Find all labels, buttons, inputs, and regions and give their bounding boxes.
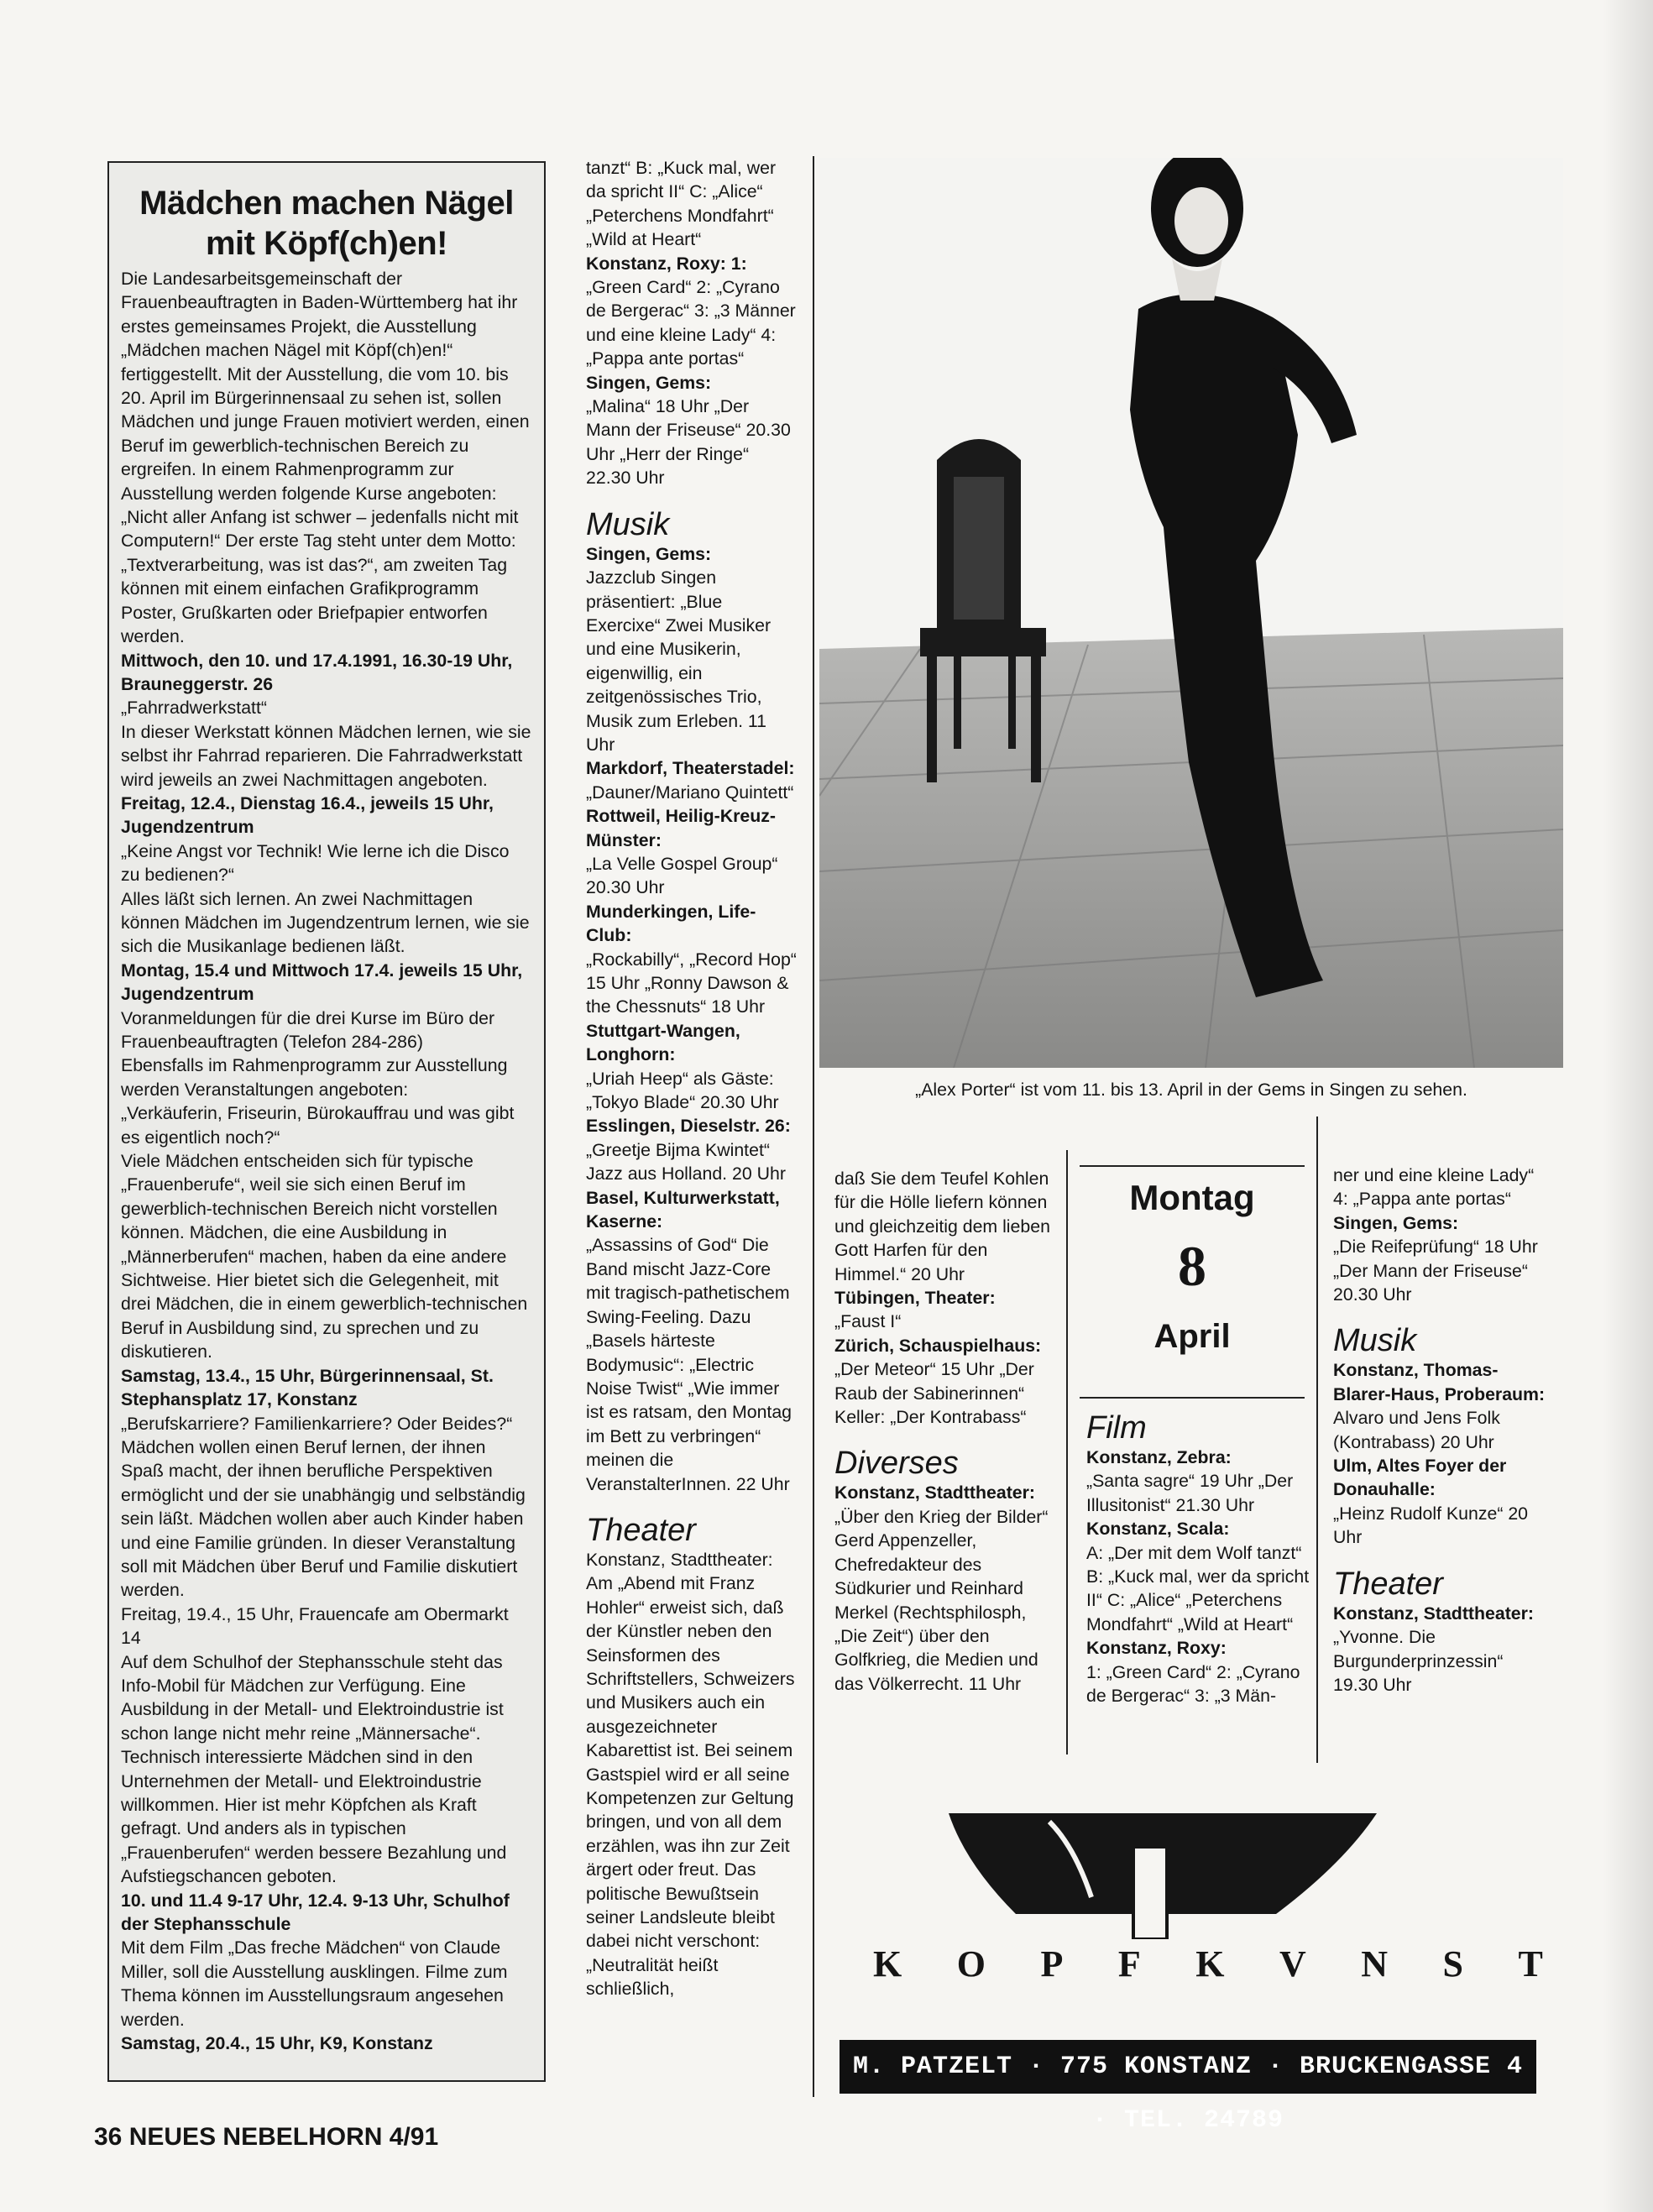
text-paragraph: Alvaro und Jens Folk (Kontrabass) 20 Uhr	[1333, 1408, 1500, 1452]
ad-letter: K	[1195, 1943, 1227, 1985]
text-paragraph: A: „Der mit dem Wolf tanzt“ B: „Kuck mal, wer da spricht II“ C: „Alice“ „Peterchens Mondfahrt“ „Wild at Heart“	[1086, 1542, 1310, 1634]
photo-illustration	[819, 158, 1563, 1068]
text-paragraph: Konstanz, Scala:	[1086, 1519, 1230, 1540]
listing-column-2	[586, 156, 798, 2095]
hat-logo-icon	[840, 1796, 1561, 1939]
text-paragraph: Munderkingen, Life-Club:	[586, 901, 756, 946]
section-heading-musik: Musik	[586, 506, 670, 542]
date-weekday: Montag	[1129, 1178, 1255, 1217]
text-paragraph: Zürich, Schauspielhaus:	[834, 1335, 1042, 1356]
listing-column-5	[1333, 1164, 1550, 1768]
text-paragraph: „Santa sagre“ 19 Uhr „Der Illusitonist“ 21.30 Uhr	[1086, 1471, 1294, 1515]
issue-number: 4/91	[389, 2123, 439, 2151]
page-edge-shadow	[1603, 0, 1653, 2212]
text-paragraph: Alles läßt sich lernen. An zwei Nachmittagen können Mädchen im Jugendzentrum lernen, wie sie sich die Musikanlage bedienen läßt.	[121, 888, 530, 957]
col4-film	[1086, 1446, 1318, 1707]
text-paragraph: Auf dem Schulhof der Stephansschule steht das Info-Mobil für Mädchen zur Verfügung. Eine Ausbildung in der Metall- und Elektroindustrie ist schon lange nicht mehr reine „Männersache“. Technisch interessierte Mädchen sind in den Unternehmen der Metall- und Elektroindustrie willkommen. Hier ist mehr Köpfchen als Kraft gefragt. Und anders als in typischen „Frauenberufen“ werden bessere Bezahlung und Aufstiegschancen geboten.	[121, 1651, 507, 1887]
listing-column-3	[834, 1167, 1054, 1754]
text-paragraph: „Die Reifeprüfung“ 18 Uhr „Der Mann der Friseuse“ 20.30 Uhr	[1333, 1237, 1538, 1305]
text-paragraph: „Berufskarriere? Familienkarriere? Oder Beides?“ Mädchen wollen einen Beruf lernen, der ihnen Spaß macht, der ihnen berufliche Perspektiven ermöglicht und der sie unabhängig und selbständig sein läßt. Mädchen wollen aber auch Kinder haben und eine Familie gründen. In dieser Veranstaltung soll mit Mädchen über Beruf und Familie diskutiert werden.	[121, 1413, 526, 1601]
text-paragraph: „Malina“ 18 Uhr „Der Mann der Friseuse“ 20.30 Uhr „Herr der Ringe“ 22.30 Uhr	[586, 396, 791, 489]
text-paragraph: Esslingen, Dieselstr. 26:	[586, 1116, 791, 1137]
text-paragraph: Jazzclub Singen präsentiert: „Blue Exercixe“ Zwei Musiker und eine Musikerin, eigenwillig, ein zeitgenössisches Trio, Musik zum Erleben. 11 Uhr	[586, 567, 772, 755]
ad-letter: F	[1117, 1943, 1143, 1985]
text-paragraph: Konstanz, Roxy: 1:	[586, 253, 747, 274]
text-paragraph: Ebensfalls im Rahmenprogramm zur Ausstellung werden Veranstaltungen angeboten:	[121, 1055, 508, 1100]
text-paragraph: „Dauner/Mariano Quintett“	[586, 782, 794, 803]
text-paragraph: „Keine Angst vor Technik! Wie lerne ich die Disco zu bedienen?“	[121, 840, 510, 886]
text-paragraph: Samstag, 13.4., 15 Uhr, Bürgerinnensaal, St. Stephansplatz 17, Konstanz	[121, 1365, 494, 1410]
text-paragraph: Die Landesarbeitsgemeinschaft der Frauenbeauftragten in Baden-Württemberg hat ihr erstes gemeinsames Projekt, die Ausstellung „Mädchen machen Nägel mit Köpf(ch)en!“ fertiggestellt. Mit der Ausstellung, die vom 10. bis 20. April im Bürgerinnensaal zu sehen ist, sollen Mädchen und junge Frauen motiviert werden, einen Beruf im gewerblich-technischen Bereich zu ergreifen. In einem Rahmenprogramm zur Ausstellung werden folgende Kurse angeboten:	[121, 269, 530, 504]
text-paragraph: „Greetje Bijma Kwintet“ Jazz aus Holland. 20 Uhr	[586, 1139, 786, 1184]
col2-theater	[586, 1548, 798, 2001]
kopfkunst-ad	[840, 1796, 1561, 2135]
ad-letter: P	[1040, 1943, 1065, 1985]
article-title: Mädchen machen Nägel mit Köpf(ch)en!	[139, 185, 514, 262]
text-paragraph: ner und eine kleine Lady“ 4: „Pappa ante portas“	[1333, 1165, 1535, 1210]
ad-letter: V	[1279, 1943, 1308, 1985]
section-heading-theater: Theater	[1333, 1566, 1443, 1602]
ad-address-bar: M. PATZELT · 775 KONSTANZ · BRUCKENGASSE 4 · TEL. 24789	[840, 2040, 1536, 2094]
column-rule	[1066, 1150, 1068, 1754]
text-paragraph: „Yvonne. Die Burgunderprinzessin“ 19.30 Uhr	[1333, 1627, 1504, 1695]
page-footer	[94, 2122, 438, 2152]
ad-letter: T	[1518, 1943, 1545, 1985]
text-paragraph: Singen, Gems:	[586, 372, 712, 393]
text-paragraph: „Über den Krieg der Bilder“ Gerd Appenzeller, Chefredakteur des Südkurier und Reinhard Merkel (Rechtsphilosph, „Die Zeit“) über den Golfkrieg, die Medien und das Völkerrecht. 11 Uhr	[834, 1506, 1049, 1694]
section-heading-film: Film	[1086, 1410, 1147, 1446]
date-day: 8	[1178, 1234, 1206, 1298]
text-paragraph: „Assassins of God“ Die Band mischt Jazz-Core mit tragisch-pathetischem Swing-Feeling. Dazu „Basels härteste Bodymusic“: „Electric Noise Twist“ „Wie immer ist es ratsam, den Montag im Bett zu verbringen“ meinen die VeranstalterInnen. 22 Uhr	[586, 1235, 792, 1494]
column-rule	[1316, 1116, 1318, 1763]
date-month: April	[1153, 1318, 1231, 1355]
text-paragraph: Tübingen, Theater:	[834, 1288, 996, 1309]
col2-musik	[586, 542, 798, 1496]
text-paragraph: Rottweil, Heilig-Kreuz-Münster:	[586, 806, 776, 850]
performer-photo	[819, 158, 1563, 1068]
text-paragraph: Markdorf, Theaterstadel:	[586, 758, 795, 779]
text-paragraph: 1: „Green Card“ 2: „Cyrano de Bergerac“ 3: „3 Män-	[1086, 1661, 1300, 1707]
text-paragraph: daß Sie dem Teufel Kohlen für die Hölle liefern können und gleichzeitig dem lieben Gott Harfen für den Himmel.“ 20 Uhr	[834, 1169, 1050, 1284]
article-box	[107, 161, 546, 2082]
section-heading-theater: Theater	[586, 1512, 696, 1548]
date-box	[1080, 1165, 1305, 1399]
text-paragraph: Freitag, 19.4., 15 Uhr, Frauencafe am Obermarkt 14	[121, 1603, 509, 1649]
column-rule	[813, 156, 814, 2097]
text-paragraph: Konstanz, Stadttheater: Am „Abend mit Franz Hohler“ erweist sich, daß der Künstler neben den Seinsformen des Schriftstellers, Schweizers und Musikers auch ein ausgezeichneter Kabarettist ist. Bei seinem Gastspiel wird er all seine Kompetenzen zur Geltung bringen, und von all dem erzählen, was ihn zur Zeit ärgert oder freut. Das politische Bewußtsein seiner Landsleute bleibt dabei nicht verschont: „Neutralität heißt schließlich,	[586, 1549, 795, 2000]
text-paragraph: Viele Mädchen entscheiden sich für typische „Frauenberufe“, weil sie sich einen Beruf im gewerblich-technischen Bereich nicht vorstellen können. Mädchen, die eine Ausbildung in „Männerberufen“ machen, haben da eine andere Sichtweise. Hier bietet sich die Gelegenheit, mit drei Mädchen, die in einem gewerblich-technischen Beruf in Ausbildung sind, zu sprechen und zu diskutieren.	[121, 1151, 528, 1362]
text-paragraph: 10. und 11.4 9-17 Uhr, 12.4. 9-13 Uhr, Schulhof der Stephansschule	[121, 1890, 510, 1935]
section-heading-musik: Musik	[1333, 1323, 1417, 1359]
text-paragraph: Montag, 15.4 und Mittwoch 17.4. jeweils 15 Uhr, Jugendzentrum	[121, 960, 523, 1005]
article-body	[121, 267, 532, 2055]
text-paragraph: „Fahrradwerkstatt“	[121, 698, 267, 719]
col3-diverses	[834, 1481, 1054, 1696]
text-paragraph: Konstanz, Stadttheater:	[1333, 1603, 1535, 1624]
ad-brand-letters	[873, 1943, 1545, 1985]
text-paragraph: tanzt“ B: „Kuck mal, wer da spricht II“ C: „Alice“ „Peterchens Mondfahrt“ „Wild at Heart“	[586, 158, 777, 250]
text-paragraph: „Nicht aller Anfang ist schwer – jedenfalls nicht mit Computern!“ Der erste Tag steht unter dem Motto: „Textverarbeitung, was ist das?“, am zweiten Tag können mit einem einfachen Grafikprogramm Poster, Grußkarten oder Briefpapier entworfen werden.	[121, 507, 519, 647]
text-paragraph: „Faust I“	[834, 1311, 902, 1332]
ad-letter: K	[873, 1943, 904, 1985]
text-paragraph: „Rockabilly“, „Record Hop“ 15 Uhr „Ronny Dawson & the Chessnuts“ 18 Uhr	[586, 949, 797, 1017]
text-paragraph: „Uriah Heep“ als Gäste: „Tokyo Blade“ 20.30 Uhr	[586, 1068, 779, 1113]
photo-caption: „Alex Porter“ ist vom 11. bis 13. April in der Gems in Singen zu sehen.	[915, 1080, 1467, 1100]
text-paragraph: „La Velle Gospel Group“ 20.30 Uhr	[586, 853, 778, 898]
text-paragraph: In dieser Werkstatt können Mädchen lernen, wie sie selbst ihr Fahrrad reparieren. Die Fahrradwerkstatt wird jeweils an zwei Nachmittagen angeboten.	[121, 721, 531, 790]
col2-top	[586, 156, 798, 490]
text-paragraph: Singen, Gems:	[586, 543, 712, 564]
text-paragraph: Konstanz, Stadttheater:	[834, 1483, 1036, 1503]
text-paragraph: Basel, Kulturwerkstatt, Kaserne:	[586, 1187, 780, 1232]
text-paragraph: Mittwoch, den 10. und 17.4.1991, 16.30-19 Uhr, Brauneggerstr. 26	[121, 650, 513, 694]
text-paragraph: Freitag, 12.4., Dienstag 16.4., jeweils 15 Uhr, Jugendzentrum	[121, 792, 494, 838]
ad-letter: S	[1442, 1943, 1466, 1985]
page-number: 36	[94, 2123, 123, 2151]
text-paragraph: Ulm, Altes Foyer der Donauhalle:	[1333, 1456, 1507, 1500]
text-paragraph: Stuttgart-Wangen, Longhorn:	[586, 1020, 740, 1065]
text-paragraph: Konstanz, Roxy:	[1086, 1638, 1227, 1659]
ad-letter: N	[1361, 1943, 1390, 1985]
text-paragraph: „Green Card“ 2: „Cyrano de Bergerac“ 3: „3 Männer und eine kleine Lady“ 4: „Pappa ante portas“	[586, 277, 796, 369]
col3-top	[834, 1167, 1054, 1429]
text-paragraph: Singen, Gems:	[1333, 1212, 1459, 1233]
text-paragraph: „Heinz Rudolf Kunze“ 20 Uhr	[1333, 1503, 1529, 1548]
section-heading-diverses: Diverses	[834, 1446, 959, 1482]
text-paragraph: „Verkäuferin, Friseurin, Bürokauffrau und was gibt es eigentlich noch?“	[121, 1103, 515, 1148]
text-paragraph: Mit dem Film „Das freche Mädchen“ von Claude Miller, soll die Ausstellung ausklingen. Filme zum Thema können im Ausstellungsraum angesehen werden.	[121, 1937, 508, 2030]
text-paragraph: Voranmeldungen für die drei Kurse im Büro der Frauenbeauftragten (Telefon 284-286)	[121, 1007, 495, 1052]
listing-column-4	[1086, 1410, 1318, 1763]
col5-theater	[1333, 1602, 1550, 1697]
text-paragraph: Konstanz, Zebra:	[1086, 1447, 1232, 1467]
col5-musik	[1333, 1358, 1550, 1549]
text-paragraph: Konstanz, Thomas-Blarer-Haus, Proberaum:	[1333, 1360, 1546, 1404]
magazine-name: NEUES NEBELHORN	[128, 2123, 383, 2151]
ad-letter: O	[956, 1943, 987, 1985]
text-paragraph: „Der Meteor“ 15 Uhr „Der Raub der Sabinerinnen“ Keller: „Der Kontrabass“	[834, 1359, 1034, 1428]
text-paragraph: Samstag, 20.4., 15 Uhr, K9, Konstanz	[121, 2033, 433, 2054]
col5-top	[1333, 1164, 1550, 1306]
